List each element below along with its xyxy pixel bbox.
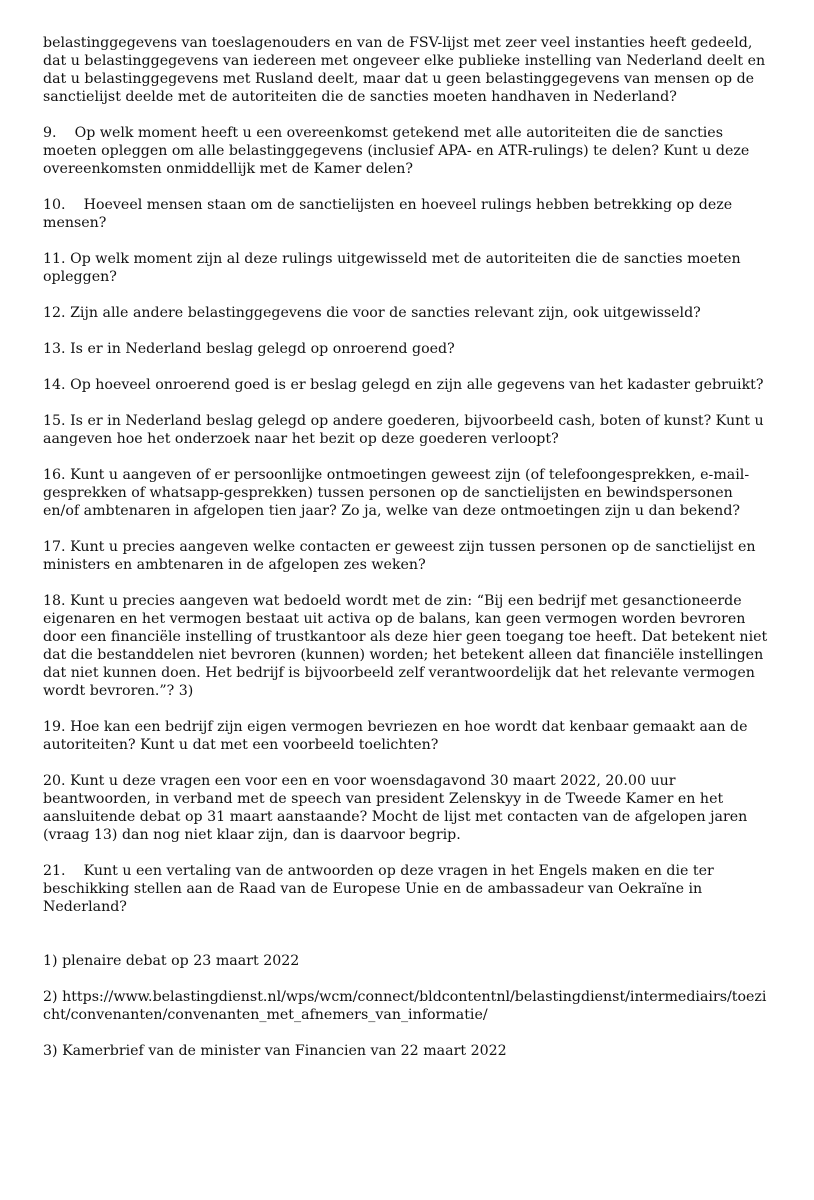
document-body [43, 34, 773, 1078]
question-9: 9. Op welk moment heeft u een overeenkomst getekend met alle autoriteiten die de sancties moeten opleggen om alle belastinggegevens (inclusief APA- en ATR-rulings) te delen? Kunt u deze overeenkomsten onmiddellijk met de Kamer delen? [43, 125, 754, 177]
question-16: 16. Kunt u aangeven of er persoonlijke ontmoetingen geweest zijn (of telefoongesprekken, e-mail-gesprekken of whatsapp-gesprekken) tussen personen op de sanctielijsten en bewindspersonen en/of ambtenaren in afgelopen tien jaar? Zo ja, welke van deze ontmoetingen zijn u dan bekend? [43, 467, 750, 519]
question-15: 15. Is er in Nederland beslag gelegd op andere goederen, bijvoorbeeld cash, boten of kunst? Kunt u aangeven hoe het onderzoek naar het bezit op deze goederen verloopt? [43, 413, 769, 447]
footnote-3: 3) Kamerbrief van de minister van Financien van 22 maart 2022 [43, 1043, 507, 1059]
question-18: 18. Kunt u precies aangeven wat bedoeld wordt met de zin: “Bij een bedrijf met gesanctioneerde eigenaren en het vermogen bestaat uit activa op de balans, kan geen vermogen worden bevroren door een financiële instelling of trustkantoor als deze hier geen toegang toe heeft. Dat betekent niet dat die bestanddelen niet bevroren (kunnen) worden; het betekent alleen dat financiële instellingen dat niet kunnen doen. Het bedrijf is bijvoorbeeld zelf verantwoordelijk dat het relevante vermogen wordt bevroren.”? 3) [43, 593, 772, 699]
footnotes [43, 952, 773, 1060]
question-14: 14. Op hoeveel onroerend goed is er beslag gelegd en zijn alle gegevens van het kadaster gebruikt? [43, 377, 764, 393]
footnote-1: 1) plenaire debat op 23 maart 2022 [43, 953, 300, 969]
footnote-2-link[interactable]: 2) https://www.belastingdienst.nl/wps/wcm/connect/bldcontentnl/belastingdienst/intermediairs/toezicht/convenanten/convenanten_met_afnemers_van_informatie/ [43, 989, 767, 1023]
question-11: 11. Op welk moment zijn al deze rulings uitgewisseld met de autoriteiten die de sancties moeten opleggen? [43, 251, 746, 285]
question-10: 10. Hoeveel mensen staan om de sanctielijsten en hoeveel rulings hebben betrekking op deze mensen? [43, 197, 737, 231]
question-21: 21. Kunt u een vertaling van de antwoorden op deze vragen in het Engels maken en die ter beschikking stellen aan de Raad van de Europese Unie en de ambassadeur van Oekraïne in Nederland? [43, 863, 719, 915]
paragraph-continuation: belastinggegevens van toeslagenouders en van de FSV-lijst met zeer veel instanties heeft gedeeld, dat u belastinggegevens van iedereen met ongeveer elke publieke instelling van Nederland deelt en dat u belastinggegevens met Rusland deelt, maar dat u geen belastinggegevens van mensen op de sanctielijst deelde met de autoriteiten die de sancties moeten handhaven in Nederland? [43, 35, 770, 105]
question-13: 13. Is er in Nederland beslag gelegd op onroerend goed? [43, 341, 455, 357]
question-17: 17. Kunt u precies aangeven welke contacten er geweest zijn tussen personen op de sanctielijst en ministers en ambtenaren in de afgelopen zes weken? [43, 539, 761, 573]
question-19: 19. Hoe kan een bedrijf zijn eigen vermogen bevriezen en hoe wordt dat kenbaar gemaakt aan de autoriteiten? Kunt u dat met een voorbeeld toelichten? [43, 719, 753, 753]
question-20: 20. Kunt u deze vragen een voor een en voor woensdagavond 30 maart 2022, 20.00 uur beantwoorden, in verband met de speech van president Zelenskyy in de Tweede Kamer en het aansluitende debat op 31 maart aanstaande? Mocht de lijst met contacten van de afgelopen jaren (vraag 13) dan nog niet klaar zijn, dan is daarvoor begrip. [43, 773, 752, 843]
question-12: 12. Zijn alle andere belastinggegevens die voor de sancties relevant zijn, ook uitgewisseld? [43, 305, 701, 321]
